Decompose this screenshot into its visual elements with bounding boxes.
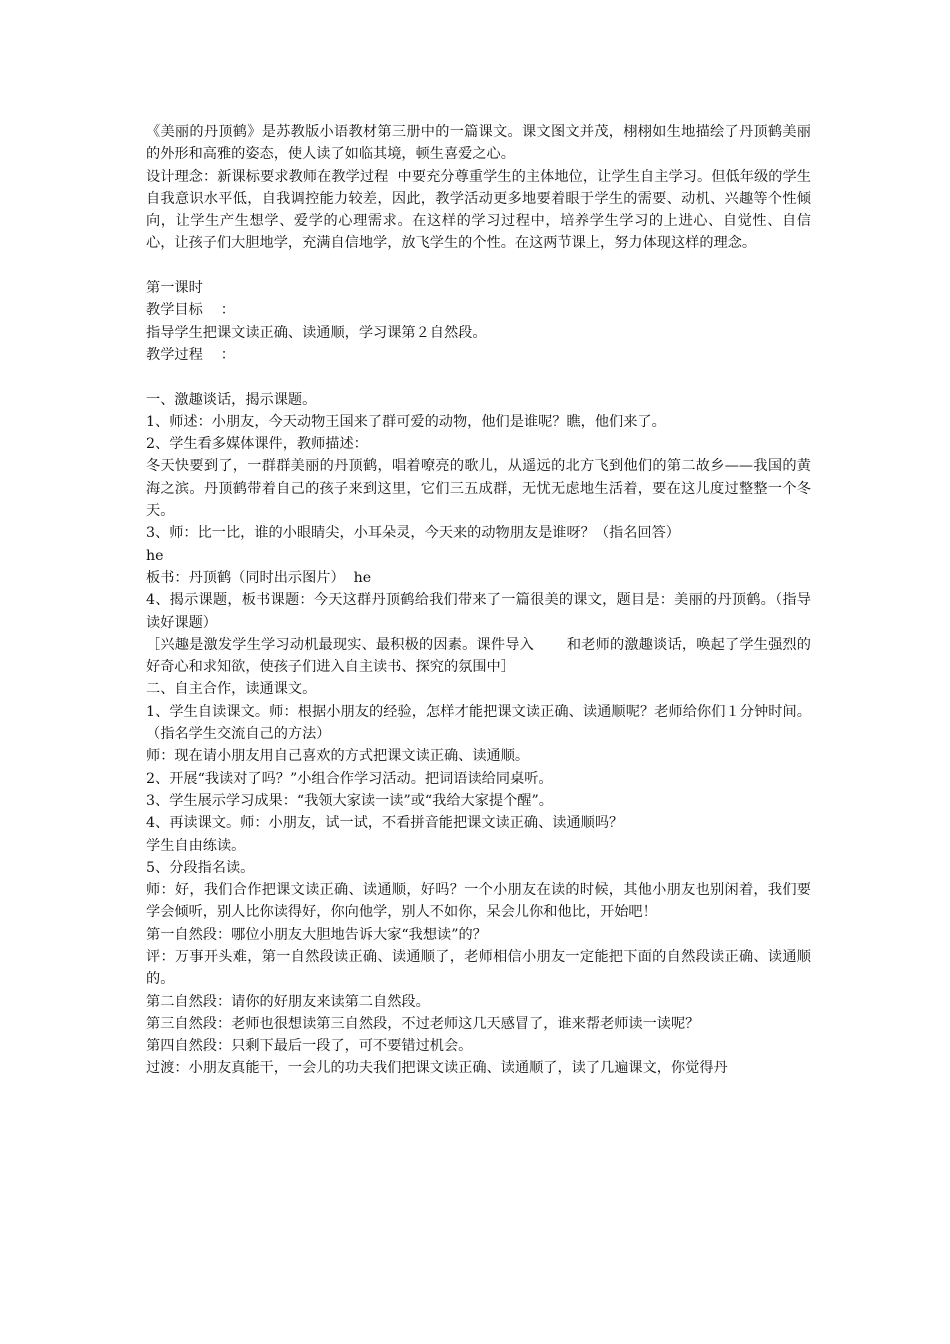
paragraph: 3、师：比一比，谁的小眼睛尖，小耳朵灵，今天来的动物朋友是谁呀？（指名回答）	[146, 525, 680, 542]
blank-line	[146, 255, 811, 277]
paragraph: 冬天快要到了，一群群美丽的丹顶鹤，唱着嘹亮的歌儿，从遥远的北方飞到他们的第二故乡——我国的黄海之滨。丹顶鹤带着自己的孩子来到这里，它们三五成群，无忧无虑地生活着，要在这儿度过整整一个冬天。	[146, 458, 811, 520]
paragraph: 师：现在请小朋友用自己喜欢的方式把课文读正确、读通顺。	[146, 748, 530, 765]
document-body	[146, 121, 811, 1080]
paragraph: 学生自由练读。	[146, 837, 246, 854]
paragraph: 2、学生看多媒体课件，教师描述：	[146, 436, 368, 453]
paragraph: 5、分段指名读。	[146, 859, 255, 876]
paragraph: 4、揭示课题，板书课题：今天这群丹顶鹤给我们带来了一篇很美的课文，题目是：美丽的丹顶鹤。（指导读好课题）	[146, 592, 811, 631]
paragraph: 教学过程 ：	[146, 346, 235, 363]
paragraph: 一、激趣谈话，揭示课题。	[146, 391, 317, 408]
paragraph: 指导学生把课文读正确、读通顺，学习课第２自然段。	[146, 324, 487, 341]
paragraph: 1、学生自读课文。师：根据小朋友的经验，怎样才能把课文读正确、读通顺呢？老师给你们１分钟时间。（指名学生交流自己的方法）	[146, 703, 811, 743]
paragraph: 2、开展“我读对了吗？”小组合作学习活动。把词语读给同桌听。	[146, 770, 553, 787]
paragraph: 板书：丹顶鹤（同时出示图片） he	[146, 569, 372, 586]
paragraph: 3、学生展示学习成果：“我领大家读一读”或“我给大家提个醒”。	[146, 792, 553, 809]
paragraph: 设计理念：新课标要求教师在教学过程 中要充分尊重学生的主体地位，让学生自主学习。但低年级的学生自我意识水平低，自我调控能力较差，因此，教学活动更多地要着眼于学生的需要、动机、兴趣等个性倾向，让学生产生想学、爱学的心理需求。在这样的学习过程中，培养学生学习的上进心、自觉性、自信心，让孩子们大胆地学，充满自信地学，放飞学生的个性。在这两节课上，努力体现这样的理念。	[146, 168, 811, 252]
paragraph: 评：万事开头难，第一自然段读正确、读通顺了，老师相信小朋友一定能把下面的自然段读正确、读通顺的。	[146, 948, 811, 988]
paragraph: 教学目标 ：	[146, 302, 235, 319]
paragraph: 第三自然段：老师也很想读第三自然段，不过老师这几天感冒了，谁来帮老师读一读呢？	[146, 1015, 700, 1032]
paragraph: 《美丽的丹顶鹤》是苏教版小语教材第三册中的一篇课文。课文图文并茂，栩栩如生地描绘了丹顶鹤美丽的外形和高雅的姿态，使人读了如临其境，顿生喜爱之心。	[146, 124, 811, 163]
paragraph: 第一课时	[146, 280, 203, 297]
paragraph: 过渡：小朋友真能干，一会儿的功夫我们把课文读正确、读通顺了，读了几遍课文，你觉得丹	[146, 1060, 728, 1077]
paragraph: 第四自然段：只剩下最后一段了，可不要错过机会。	[146, 1038, 473, 1055]
paragraph: 师：好，我们合作把课文读正确、读通顺，好吗？一个小朋友在读的时候，其他小朋友也别闲着，我们要学会倾听，别人比你读得好，你向他学，别人不如你，呆会儿你和他比，开始吧！	[146, 882, 811, 921]
paragraph: 第二自然段：请你的好朋友来读第二自然段。	[146, 993, 430, 1010]
paragraph: 4、再读课文。师：小朋友，试一试，不看拼音能把课文读正确、读通顺吗？	[146, 815, 624, 832]
paragraph: 1、师述：小朋友，今天动物王国来了群可爱的动物，他们是谁呢？瞧，他们来了。	[146, 413, 666, 430]
paragraph: ［兴趣是激发学生学习动机最现实、最积极的因素。课件导入 和老师的激趣谈话，唤起了学生强烈的好奇心和求知欲，使孩子们进入自主读书、探究的氛围中］	[146, 636, 811, 676]
paragraph: 二、自主合作，读通课文。	[146, 681, 317, 698]
paragraph: 第一自然段：哪位小朋友大胆地告诉大家“我想读”的？	[146, 926, 487, 943]
blank-line	[146, 366, 811, 388]
paragraph: he	[146, 547, 164, 564]
